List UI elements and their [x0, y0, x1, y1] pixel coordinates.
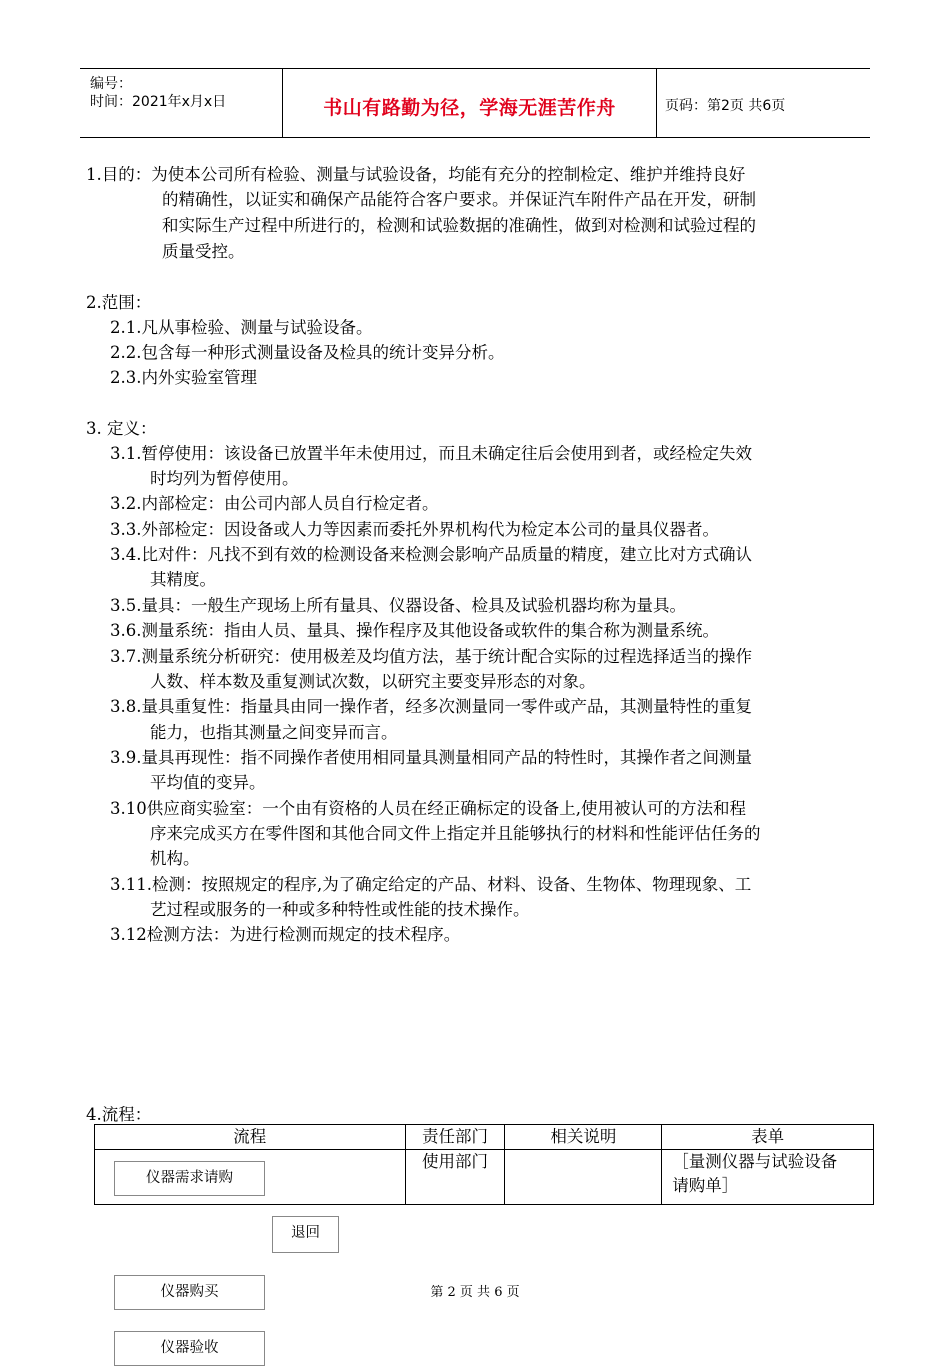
- flow-box-return[interactable]: 退回: [272, 1216, 339, 1253]
- s3-line: 能力，也指其测量之间变异而言。: [150, 723, 398, 742]
- header-page-cell: [657, 69, 870, 137]
- header-motto-cell: [283, 69, 657, 137]
- s3-line: 人数、样本数及重复测试次数，以研究主要变异形态的对象。: [150, 672, 596, 691]
- header-info-cell: [80, 69, 283, 137]
- s3-line: 3.2.内部检定：由公司内部人员自行检定者。: [110, 494, 439, 513]
- dept-cell: 使用部门: [405, 1150, 505, 1205]
- s3-line: 时均列为暂停使用。: [150, 469, 299, 488]
- s3-line: 机构。: [150, 849, 200, 868]
- s3-line: 3.12检测方法：为进行检测而规定的技术程序。: [110, 925, 461, 944]
- flow-box-request[interactable]: 仪器需求请购: [114, 1161, 265, 1196]
- s1-line-1: 1.目的：为使本公司所有检验、测量与试验设备，均能有充分的控制检定、维护并维持良好: [86, 165, 746, 184]
- s3-heading: 3. 定义：: [86, 419, 157, 438]
- page-footer: 第 2 页 共 6 页: [430, 1285, 520, 1300]
- s3-line: 3.9.量具再现性：指不同操作者使用相同量具测量相同产品的特性时，其操作者之间测量: [110, 748, 752, 767]
- flow-table-header: [95, 1125, 874, 1150]
- s2-heading: 2.范围：: [86, 293, 152, 312]
- s3-line: 3.10供应商实验室：一个由有资格的人员在经正确标定的设备上,使用被认可的方法和程: [110, 799, 746, 818]
- col-header-dept: 责任部门: [405, 1125, 505, 1150]
- s3-line: 艺过程或服务的一种或多种特性或性能的技术操作。: [150, 900, 530, 919]
- s2-item-3: 2.3.内外实验室管理: [110, 368, 257, 387]
- s3-line: 3.6.测量系统：指由人员、量具、操作程序及其他设备或软件的集合称为测量系统。: [110, 621, 719, 640]
- flow-title: 4.流程：: [86, 1105, 152, 1124]
- s3-line: 3.4.比对件：凡找不到有效的检测设备来检测会影响产品质量的精度，建立比对方式确认: [110, 545, 752, 564]
- col-header-flow: 流程: [95, 1125, 406, 1150]
- col-header-note: 相关说明: [505, 1125, 662, 1150]
- s2-item-2: 2.2.包含每一种形式测量设备及检具的统计变异分析。: [110, 343, 505, 362]
- s3-line: 平均值的变异。: [150, 773, 266, 792]
- flow-box-accept[interactable]: 仪器验收: [114, 1331, 265, 1366]
- form-line-2: 请购单］: [672, 1176, 739, 1195]
- s2-item-1: 2.1.凡从事检验、测量与试验设备。: [110, 318, 373, 337]
- s3-line: 3.7.测量系统分析研究：使用极差及均值方法，基于统计配合实际的过程选择适当的操作: [110, 647, 752, 666]
- s3-line: 序来完成买方在零件图和其他合同文件上指定并且能够执行的材料和性能评估任务的: [150, 824, 761, 843]
- flow-box-purchase[interactable]: 仪器购买: [114, 1275, 265, 1310]
- motto: 书山有路勤为径，学海无涯苦作舟: [323, 97, 616, 119]
- s3-line: 3.3.外部检定：因设备或人力等因素而委托外界机构代为检定本公司的量具仪器者。: [110, 520, 719, 539]
- s3-line: 其精度。: [150, 570, 216, 589]
- s1-line-4: 质量受控。: [162, 242, 245, 261]
- note-cell: [505, 1150, 662, 1205]
- date-line: 时间：2021年x月x日: [90, 94, 227, 110]
- s3-line: 3.5.量具：一般生产现场上所有量具、仪器设备、检具及试验机器均称为量具。: [110, 596, 686, 615]
- s3-line: 3.8.量具重复性：指量具由同一操作者，经多次测量同一零件或产品，其测量特性的重复: [110, 697, 752, 716]
- number-label: 编号：: [90, 76, 132, 92]
- s3-line: 3.11.检测：按照规定的程序,为了确定给定的产品、材料、设备、生物体、物理现象、工: [110, 875, 752, 894]
- s3-line: 3.1.暂停使用：该设备已放置半年未使用过，而且未确定往后会使用到者，或经检定失效: [110, 444, 752, 463]
- s1-line-2: 的精确性，以证实和确保产品能符合客户要求。并保证汽车附件产品在开发，研制: [162, 190, 756, 209]
- document-header: [80, 68, 870, 138]
- form-line-1: ［量测仪器与试验设备: [672, 1152, 838, 1171]
- page-info: 页码：第2页 共6页: [665, 98, 786, 114]
- s1-line-3: 和实际生产过程中所进行的，检测和试验数据的准确性，做到对检测和试验过程的: [162, 216, 756, 235]
- form-cell: [662, 1150, 874, 1205]
- col-header-form: 表单: [662, 1125, 874, 1150]
